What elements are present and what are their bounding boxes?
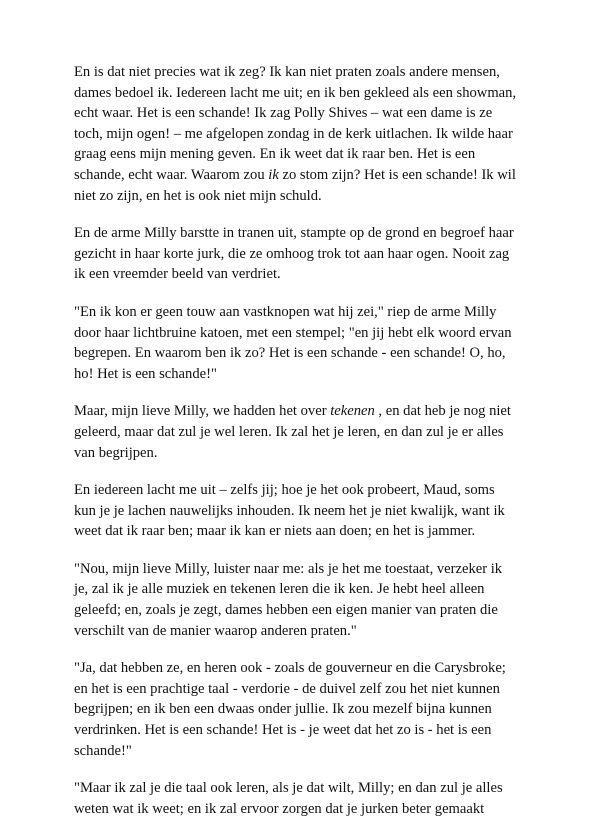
text-run: begrijpen; en ik ben een dwaas onder jullie. Ik zou mezelf bijna kunnen bbox=[74, 701, 492, 718]
text-run: verschilt van de manier waarop anderen praten." bbox=[74, 622, 357, 639]
text-run: verdrinken. Het is een schande! Het is - je weet dat het zo is - het is een bbox=[74, 722, 492, 739]
text-line bbox=[74, 364, 544, 385]
text-line bbox=[74, 62, 544, 83]
paragraph bbox=[74, 658, 544, 761]
paragraph bbox=[74, 778, 544, 819]
text-run: door haar lichtbruine katoen, met een stempel; "en jij hebt elk woord ervan bbox=[74, 324, 512, 341]
text-run: gezicht in haar korte jurk, die ze omhoog trok tot aan haar ogen. Nooit zag bbox=[74, 245, 510, 262]
text-run: ik een vreemder beeld van verdriet. bbox=[74, 266, 281, 283]
text-run: ho! Het is een schande!" bbox=[74, 365, 217, 382]
document-page bbox=[74, 62, 544, 836]
text-run: dames bedoel ik. Iedereen lacht me uit; en ik ben gekleed als een showman, bbox=[74, 84, 517, 101]
text-run: "En ik kon er geen touw aan vastknopen wat hij zei," riep de arme Milly bbox=[74, 303, 497, 320]
text-run: En de arme Milly barstte in tranen uit, stampte op de grond en begroef haar bbox=[74, 225, 514, 242]
text-line bbox=[74, 501, 544, 522]
text-line bbox=[74, 559, 544, 580]
text-line bbox=[74, 223, 544, 244]
text-run: "Maar ik zal je die taal ook leren, als je dat wilt, Milly; en dan zul je alles bbox=[74, 780, 503, 797]
paragraph bbox=[74, 559, 544, 641]
paragraph bbox=[74, 302, 544, 384]
text-run: Maar, mijn lieve Milly, we hadden het over bbox=[74, 403, 331, 420]
text-line bbox=[74, 323, 544, 344]
text-run: weten wat ik weet; en ik zal ervoor zorgen dat je jurken beter gemaakt bbox=[74, 800, 485, 817]
text-run: "Ja, dat hebben ze, en heren ook - zoals de gouverneur en die Carysbroke; bbox=[74, 660, 506, 677]
paragraph bbox=[74, 223, 544, 285]
text-run: geleefd; en, zoals je zegt, dames hebben een eigen manier van praten die bbox=[74, 602, 498, 619]
text-line bbox=[74, 621, 544, 642]
text-line bbox=[74, 720, 544, 741]
text-run: je, zal ik je alle muziek en tekenen leren die ik ken. Je hebt heel alleen bbox=[74, 581, 485, 598]
text-run: kun je je lachen nauwelijks inhouden. Ik neem het je niet kwalijk, want ik bbox=[74, 502, 505, 519]
text-line bbox=[74, 799, 544, 820]
text-run: niet zo zijn, en het is ook niet mijn schuld. bbox=[74, 187, 322, 204]
paragraph bbox=[74, 401, 544, 463]
text-line bbox=[74, 679, 544, 700]
text-run: schande, echt waar. Waarom zou bbox=[74, 166, 269, 183]
text-run: echt waar. Het is een schande! Ik zag Polly Shives – wat een dame is ze bbox=[74, 105, 493, 122]
text-line bbox=[74, 244, 544, 265]
text-line bbox=[74, 264, 544, 285]
text-line bbox=[74, 165, 544, 186]
text-line bbox=[74, 144, 544, 165]
text-line bbox=[74, 343, 544, 364]
text-run: van begrijpen. bbox=[74, 444, 158, 461]
text-line bbox=[74, 579, 544, 600]
paragraph bbox=[74, 62, 544, 206]
text-line bbox=[74, 658, 544, 679]
text-line bbox=[74, 699, 544, 720]
text-line bbox=[74, 521, 544, 542]
text-run: En iedereen lacht me uit – zelfs jij; hoe je het ook probeert, Maud, soms bbox=[74, 482, 495, 499]
text-line bbox=[74, 778, 544, 799]
text-run: "Nou, mijn lieve Milly, luister naar me: als je het me toestaat, verzeker ik bbox=[74, 560, 503, 577]
text-line bbox=[74, 443, 544, 464]
text-run: weet dat ik raar ben; maar ik kan er niets aan doen; en het is jammer. bbox=[74, 523, 476, 540]
italic-text-run: tekenen bbox=[330, 403, 375, 420]
text-line bbox=[74, 741, 544, 762]
text-line bbox=[74, 302, 544, 323]
paragraph bbox=[74, 480, 544, 542]
text-run: en het is een prachtige taal - verdorie - de duivel zelf zou het niet kunnen bbox=[74, 680, 500, 697]
text-run: graag eens mijn mening geven. En ik weet dat ik raar ben. Het is een bbox=[74, 146, 476, 163]
text-line bbox=[74, 124, 544, 145]
italic-text-run: ik bbox=[268, 166, 279, 183]
text-run: geleerd, maar dat zul je wel leren. Ik zal het je leren, en dan zul je er alles bbox=[74, 423, 504, 440]
text-line bbox=[74, 186, 544, 207]
text-run: toch, mijn ogen! – me afgelopen zondag in de kerk uitlachen. Ik wilde haar bbox=[74, 125, 513, 142]
text-line bbox=[74, 401, 544, 422]
text-run: , en dat heb je nog niet bbox=[374, 403, 511, 420]
text-line bbox=[74, 83, 544, 104]
text-line bbox=[74, 422, 544, 443]
text-line bbox=[74, 480, 544, 501]
text-run: schande!" bbox=[74, 742, 132, 759]
text-run: En is dat niet precies wat ik zeg? Ik kan niet praten zoals andere mensen, bbox=[74, 64, 500, 80]
text-line bbox=[74, 103, 544, 124]
text-line bbox=[74, 600, 544, 621]
text-run: zo stom zijn? Het is een schande! Ik wil bbox=[278, 166, 516, 183]
text-run: begrepen. En waarom ben ik zo? Het is een schande - een schande! O, ho, bbox=[74, 345, 506, 362]
